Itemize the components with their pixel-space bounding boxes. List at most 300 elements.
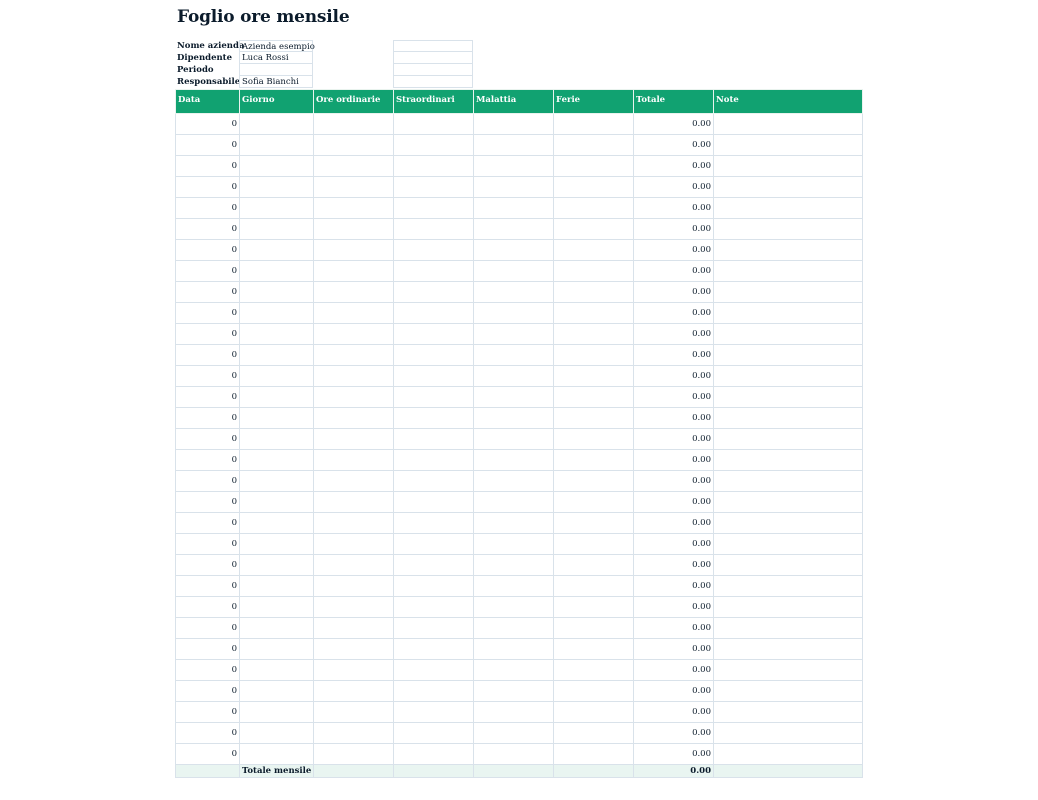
regular-hours-cell[interactable] [314, 597, 394, 618]
row-total-cell: 0.00 [634, 702, 714, 723]
sick-leave-cell[interactable] [474, 303, 554, 324]
row-total-cell: 0.00 [634, 576, 714, 597]
regular-hours-cell[interactable] [314, 744, 394, 765]
sick-leave-cell[interactable] [474, 534, 554, 555]
date-cell[interactable]: 0 [176, 219, 240, 240]
table-row [176, 723, 863, 744]
sick-leave-cell[interactable] [474, 639, 554, 660]
note-cell[interactable] [714, 618, 863, 639]
date-cell[interactable]: 0 [176, 555, 240, 576]
info-label-period: Periodo [177, 65, 214, 75]
vacation-cell[interactable] [554, 345, 634, 366]
row-total-cell: 0.00 [634, 324, 714, 345]
date-cell[interactable]: 0 [176, 534, 240, 555]
table-row [176, 597, 863, 618]
col-header-ferie: Ferie [554, 90, 634, 114]
row-total-cell: 0.00 [634, 219, 714, 240]
total-cell-empty [474, 765, 554, 778]
page-title: Foglio ore mensile [177, 7, 350, 27]
day-cell[interactable] [240, 744, 314, 765]
sick-leave-cell[interactable] [474, 198, 554, 219]
date-cell[interactable]: 0 [176, 387, 240, 408]
note-cell[interactable] [714, 597, 863, 618]
sick-leave-cell[interactable] [474, 555, 554, 576]
table-row [176, 177, 863, 198]
sick-leave-cell[interactable] [474, 240, 554, 261]
date-cell[interactable]: 0 [176, 597, 240, 618]
note-cell[interactable] [714, 177, 863, 198]
overtime-cell[interactable] [394, 135, 474, 156]
vacation-cell[interactable] [554, 261, 634, 282]
day-cell[interactable] [240, 618, 314, 639]
day-cell[interactable] [240, 555, 314, 576]
date-cell[interactable]: 0 [176, 618, 240, 639]
sick-leave-cell[interactable] [474, 156, 554, 177]
row-total-cell: 0.00 [634, 450, 714, 471]
table-row [176, 135, 863, 156]
row-total-cell: 0.00 [634, 366, 714, 387]
col-header-ore-ordinarie: Ore ordinarie [314, 90, 394, 114]
note-cell[interactable] [714, 534, 863, 555]
note-cell[interactable] [714, 156, 863, 177]
sick-leave-cell[interactable] [474, 576, 554, 597]
date-cell[interactable]: 0 [176, 702, 240, 723]
manager-field[interactable]: Sofia Bianchi [239, 76, 313, 88]
regular-hours-cell[interactable] [314, 618, 394, 639]
table-row [176, 681, 863, 702]
col-header-data: Data [176, 90, 240, 114]
row-total-cell: 0.00 [634, 639, 714, 660]
row-total-cell: 0.00 [634, 261, 714, 282]
row-total-cell: 0.00 [634, 114, 714, 135]
employee-field[interactable]: Luca Rossi [239, 52, 313, 64]
side-cell[interactable] [393, 52, 473, 64]
overtime-cell[interactable] [394, 471, 474, 492]
note-cell[interactable] [714, 219, 863, 240]
day-cell[interactable] [240, 408, 314, 429]
sick-leave-cell[interactable] [474, 219, 554, 240]
note-cell[interactable] [714, 135, 863, 156]
table-row [176, 450, 863, 471]
vacation-cell[interactable] [554, 744, 634, 765]
regular-hours-cell[interactable] [314, 261, 394, 282]
day-cell[interactable] [240, 513, 314, 534]
regular-hours-cell[interactable] [314, 177, 394, 198]
overtime-cell[interactable] [394, 282, 474, 303]
vacation-cell[interactable] [554, 114, 634, 135]
note-cell[interactable] [714, 345, 863, 366]
row-total-cell: 0.00 [634, 471, 714, 492]
day-cell[interactable] [240, 660, 314, 681]
note-cell[interactable] [714, 681, 863, 702]
day-cell[interactable] [240, 450, 314, 471]
total-cell-empty [314, 765, 394, 778]
date-cell[interactable]: 0 [176, 408, 240, 429]
note-cell[interactable] [714, 387, 863, 408]
overtime-cell[interactable] [394, 702, 474, 723]
vacation-cell[interactable] [554, 366, 634, 387]
sick-leave-cell[interactable] [474, 408, 554, 429]
date-cell[interactable]: 0 [176, 450, 240, 471]
note-cell[interactable] [714, 198, 863, 219]
vacation-cell[interactable] [554, 639, 634, 660]
overtime-cell[interactable] [394, 723, 474, 744]
row-total-cell: 0.00 [634, 408, 714, 429]
vacation-cell[interactable] [554, 324, 634, 345]
regular-hours-cell[interactable] [314, 450, 394, 471]
note-cell[interactable] [714, 492, 863, 513]
note-cell[interactable] [714, 114, 863, 135]
table-row [176, 429, 863, 450]
day-cell[interactable] [240, 429, 314, 450]
total-cell-empty [714, 765, 863, 778]
row-total-cell: 0.00 [634, 597, 714, 618]
regular-hours-cell[interactable] [314, 345, 394, 366]
date-cell[interactable]: 0 [176, 282, 240, 303]
row-total-cell: 0.00 [634, 618, 714, 639]
overtime-cell[interactable] [394, 450, 474, 471]
sick-leave-cell[interactable] [474, 681, 554, 702]
day-cell[interactable] [240, 303, 314, 324]
vacation-cell[interactable] [554, 450, 634, 471]
table-row [176, 408, 863, 429]
row-total-cell: 0.00 [634, 135, 714, 156]
note-cell[interactable] [714, 240, 863, 261]
regular-hours-cell[interactable] [314, 429, 394, 450]
side-cell[interactable] [393, 40, 473, 52]
note-cell[interactable] [714, 513, 863, 534]
sick-leave-cell[interactable] [474, 744, 554, 765]
sick-leave-cell[interactable] [474, 723, 554, 744]
overtime-cell[interactable] [394, 492, 474, 513]
note-cell[interactable] [714, 723, 863, 744]
sick-leave-cell[interactable] [474, 261, 554, 282]
note-cell[interactable] [714, 744, 863, 765]
row-total-cell: 0.00 [634, 534, 714, 555]
day-cell[interactable] [240, 240, 314, 261]
note-cell[interactable] [714, 429, 863, 450]
table-row [176, 387, 863, 408]
vacation-cell[interactable] [554, 408, 634, 429]
date-cell[interactable]: 0 [176, 156, 240, 177]
date-cell[interactable]: 0 [176, 513, 240, 534]
date-cell[interactable]: 0 [176, 744, 240, 765]
regular-hours-cell[interactable] [314, 576, 394, 597]
note-cell[interactable] [714, 576, 863, 597]
overtime-cell[interactable] [394, 639, 474, 660]
sick-leave-cell[interactable] [474, 177, 554, 198]
row-total-cell: 0.00 [634, 387, 714, 408]
regular-hours-cell[interactable] [314, 282, 394, 303]
day-cell[interactable] [240, 492, 314, 513]
note-cell[interactable] [714, 408, 863, 429]
date-cell[interactable]: 0 [176, 345, 240, 366]
vacation-cell[interactable] [554, 702, 634, 723]
overtime-cell[interactable] [394, 324, 474, 345]
side-cell[interactable] [393, 64, 473, 76]
overtime-cell[interactable] [394, 366, 474, 387]
vacation-cell[interactable] [554, 555, 634, 576]
regular-hours-cell[interactable] [314, 639, 394, 660]
table-row [176, 513, 863, 534]
table-row [176, 114, 863, 135]
total-cell-empty [394, 765, 474, 778]
date-cell[interactable]: 0 [176, 681, 240, 702]
date-cell[interactable]: 0 [176, 429, 240, 450]
overtime-cell[interactable] [394, 576, 474, 597]
sick-leave-cell[interactable] [474, 618, 554, 639]
day-cell[interactable] [240, 366, 314, 387]
table-row [176, 576, 863, 597]
regular-hours-cell[interactable] [314, 513, 394, 534]
total-value: 0.00 [634, 765, 714, 778]
sick-leave-cell[interactable] [474, 471, 554, 492]
total-label: Totale mensile [240, 765, 314, 778]
sick-leave-cell[interactable] [474, 366, 554, 387]
table-row [176, 492, 863, 513]
overtime-cell[interactable] [394, 513, 474, 534]
day-cell[interactable] [240, 198, 314, 219]
regular-hours-cell[interactable] [314, 114, 394, 135]
overtime-cell[interactable] [394, 114, 474, 135]
row-total-cell: 0.00 [634, 681, 714, 702]
date-cell[interactable]: 0 [176, 135, 240, 156]
regular-hours-cell[interactable] [314, 660, 394, 681]
regular-hours-cell[interactable] [314, 555, 394, 576]
sick-leave-cell[interactable] [474, 492, 554, 513]
table-row [176, 198, 863, 219]
vacation-cell[interactable] [554, 387, 634, 408]
vacation-cell[interactable] [554, 660, 634, 681]
regular-hours-cell[interactable] [314, 156, 394, 177]
regular-hours-cell[interactable] [314, 387, 394, 408]
day-cell[interactable] [240, 114, 314, 135]
date-cell[interactable]: 0 [176, 261, 240, 282]
overtime-cell[interactable] [394, 177, 474, 198]
hours-table [175, 89, 863, 778]
period-field[interactable] [239, 64, 313, 76]
regular-hours-cell[interactable] [314, 198, 394, 219]
regular-hours-cell[interactable] [314, 534, 394, 555]
table-row [176, 660, 863, 681]
sick-leave-cell[interactable] [474, 597, 554, 618]
note-cell[interactable] [714, 555, 863, 576]
vacation-cell[interactable] [554, 282, 634, 303]
date-cell[interactable]: 0 [176, 660, 240, 681]
note-cell[interactable] [714, 261, 863, 282]
overtime-cell[interactable] [394, 387, 474, 408]
table-row [176, 345, 863, 366]
row-total-cell: 0.00 [634, 156, 714, 177]
overtime-cell[interactable] [394, 618, 474, 639]
sick-leave-cell[interactable] [474, 450, 554, 471]
regular-hours-cell[interactable] [314, 303, 394, 324]
overtime-cell[interactable] [394, 429, 474, 450]
note-cell[interactable] [714, 324, 863, 345]
date-cell[interactable]: 0 [176, 114, 240, 135]
table-row [176, 282, 863, 303]
day-cell[interactable] [240, 177, 314, 198]
vacation-cell[interactable] [554, 597, 634, 618]
vacation-cell[interactable] [554, 534, 634, 555]
date-cell[interactable]: 0 [176, 177, 240, 198]
overtime-cell[interactable] [394, 408, 474, 429]
table-row [176, 534, 863, 555]
day-cell[interactable] [240, 471, 314, 492]
table-row [176, 366, 863, 387]
company-name-field[interactable]: Azienda esempio [239, 40, 313, 52]
note-cell[interactable] [714, 366, 863, 387]
day-cell[interactable] [240, 597, 314, 618]
vacation-cell[interactable] [554, 303, 634, 324]
col-header-note: Note [714, 90, 863, 114]
regular-hours-cell[interactable] [314, 366, 394, 387]
row-total-cell: 0.00 [634, 723, 714, 744]
regular-hours-cell[interactable] [314, 219, 394, 240]
vacation-cell[interactable] [554, 240, 634, 261]
vacation-cell[interactable] [554, 177, 634, 198]
overtime-cell[interactable] [394, 156, 474, 177]
table-row [176, 744, 863, 765]
day-cell[interactable] [240, 324, 314, 345]
regular-hours-cell[interactable] [314, 471, 394, 492]
vacation-cell[interactable] [554, 576, 634, 597]
info-label-company: Nome azienda [177, 41, 245, 51]
day-cell[interactable] [240, 702, 314, 723]
info-label-manager: Responsabile [177, 77, 241, 87]
overtime-cell[interactable] [394, 681, 474, 702]
day-cell[interactable] [240, 639, 314, 660]
regular-hours-cell[interactable] [314, 723, 394, 744]
overtime-cell[interactable] [394, 219, 474, 240]
row-total-cell: 0.00 [634, 240, 714, 261]
day-cell[interactable] [240, 219, 314, 240]
day-cell[interactable] [240, 282, 314, 303]
day-cell[interactable] [240, 534, 314, 555]
day-cell[interactable] [240, 576, 314, 597]
row-total-cell: 0.00 [634, 429, 714, 450]
overtime-cell[interactable] [394, 660, 474, 681]
date-cell[interactable]: 0 [176, 366, 240, 387]
vacation-cell[interactable] [554, 219, 634, 240]
sick-leave-cell[interactable] [474, 513, 554, 534]
sick-leave-cell[interactable] [474, 429, 554, 450]
note-cell[interactable] [714, 471, 863, 492]
overtime-cell[interactable] [394, 555, 474, 576]
date-cell[interactable]: 0 [176, 471, 240, 492]
header-row [176, 90, 863, 114]
date-cell[interactable]: 0 [176, 240, 240, 261]
overtime-cell[interactable] [394, 261, 474, 282]
date-cell[interactable]: 0 [176, 198, 240, 219]
overtime-cell[interactable] [394, 345, 474, 366]
day-cell[interactable] [240, 681, 314, 702]
vacation-cell[interactable] [554, 471, 634, 492]
table-row [176, 156, 863, 177]
date-cell[interactable]: 0 [176, 723, 240, 744]
vacation-cell[interactable] [554, 198, 634, 219]
col-header-giorno: Giorno [240, 90, 314, 114]
table-body [176, 114, 863, 765]
side-cell[interactable] [393, 76, 473, 88]
col-header-straordinari: Straordinari [394, 90, 474, 114]
info-label-employee: Dipendente [177, 53, 232, 63]
vacation-cell[interactable] [554, 618, 634, 639]
regular-hours-cell[interactable] [314, 702, 394, 723]
vacation-cell[interactable] [554, 681, 634, 702]
regular-hours-cell[interactable] [314, 681, 394, 702]
table-row [176, 618, 863, 639]
note-cell[interactable] [714, 303, 863, 324]
row-total-cell: 0.00 [634, 177, 714, 198]
row-total-cell: 0.00 [634, 555, 714, 576]
row-total-cell: 0.00 [634, 345, 714, 366]
note-cell[interactable] [714, 702, 863, 723]
note-cell[interactable] [714, 450, 863, 471]
row-total-cell: 0.00 [634, 513, 714, 534]
note-cell[interactable] [714, 660, 863, 681]
sick-leave-cell[interactable] [474, 702, 554, 723]
date-cell[interactable]: 0 [176, 492, 240, 513]
vacation-cell[interactable] [554, 723, 634, 744]
regular-hours-cell[interactable] [314, 240, 394, 261]
col-header-malattia: Malattia [474, 90, 554, 114]
table-row [176, 240, 863, 261]
overtime-cell[interactable] [394, 303, 474, 324]
note-cell[interactable] [714, 639, 863, 660]
overtime-cell[interactable] [394, 597, 474, 618]
row-total-cell: 0.00 [634, 492, 714, 513]
sick-leave-cell[interactable] [474, 324, 554, 345]
vacation-cell[interactable] [554, 513, 634, 534]
vacation-cell[interactable] [554, 156, 634, 177]
sick-leave-cell[interactable] [474, 345, 554, 366]
sick-leave-cell[interactable] [474, 387, 554, 408]
vacation-cell[interactable] [554, 135, 634, 156]
day-cell[interactable] [240, 261, 314, 282]
day-cell[interactable] [240, 723, 314, 744]
row-total-cell: 0.00 [634, 198, 714, 219]
overtime-cell[interactable] [394, 198, 474, 219]
day-cell[interactable] [240, 156, 314, 177]
overtime-cell[interactable] [394, 240, 474, 261]
table-row [176, 639, 863, 660]
sick-leave-cell[interactable] [474, 282, 554, 303]
day-cell[interactable] [240, 345, 314, 366]
date-cell[interactable]: 0 [176, 639, 240, 660]
day-cell[interactable] [240, 387, 314, 408]
regular-hours-cell[interactable] [314, 492, 394, 513]
row-total-cell: 0.00 [634, 744, 714, 765]
regular-hours-cell[interactable] [314, 135, 394, 156]
day-cell[interactable] [240, 135, 314, 156]
row-total-cell: 0.00 [634, 282, 714, 303]
vacation-cell[interactable] [554, 429, 634, 450]
table-row [176, 324, 863, 345]
overtime-cell[interactable] [394, 744, 474, 765]
regular-hours-cell[interactable] [314, 324, 394, 345]
vacation-cell[interactable] [554, 492, 634, 513]
date-cell[interactable]: 0 [176, 576, 240, 597]
regular-hours-cell[interactable] [314, 408, 394, 429]
overtime-cell[interactable] [394, 534, 474, 555]
sick-leave-cell[interactable] [474, 660, 554, 681]
sick-leave-cell[interactable] [474, 135, 554, 156]
date-cell[interactable]: 0 [176, 303, 240, 324]
sick-leave-cell[interactable] [474, 114, 554, 135]
note-cell[interactable] [714, 282, 863, 303]
date-cell[interactable]: 0 [176, 324, 240, 345]
